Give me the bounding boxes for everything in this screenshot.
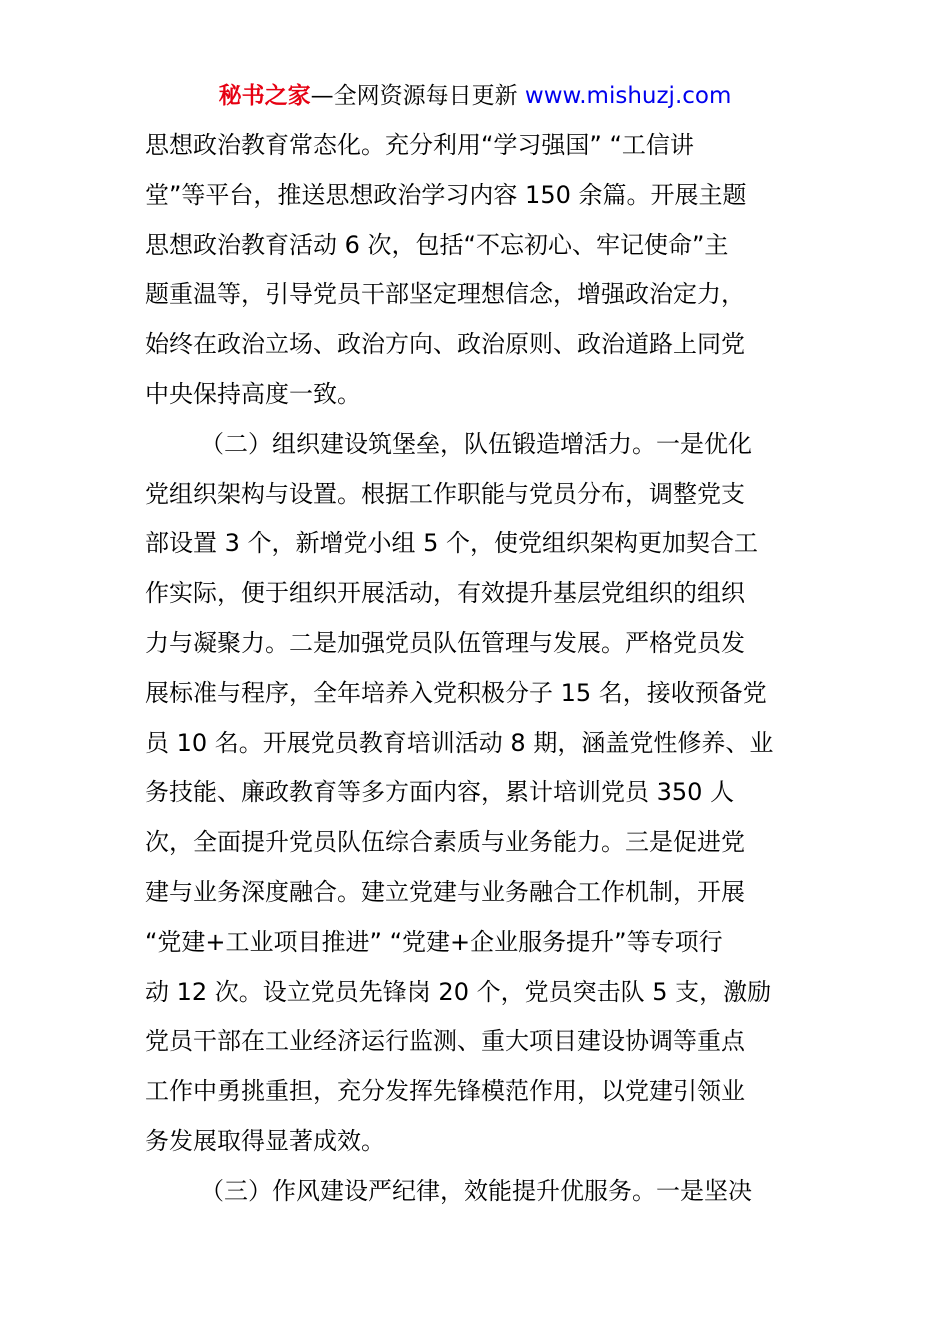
text-line: 员 10 名。开展党员教育培训活动 8 期，涵盖党性修养、业 [145,728,774,757]
site-url-link[interactable]: www.mishuzj.com [524,83,732,109]
text-line: 作实际，便于组织开展活动，有效提升基层党组织的组织 [145,579,745,608]
text-line: 党组织架构与设置。根据工作职能与党员分布，调整党支 [145,479,745,508]
text-line: 始终在政治立场、政治方向、政治原则、政治道路上同党 [145,330,745,359]
text-line: 思想政治教育常态化。充分利用“学习强国” “工信讲 [145,131,694,159]
site-header [0,80,950,112]
text-line: 力与凝聚力。二是加强党员队伍管理与发展。严格党员发 [145,628,745,657]
text-line: 次，全面提升党员队伍综合素质与业务能力。三是促进党 [145,828,745,857]
text-line: 务技能、廉政教育等多方面内容，累计培训党员 350 人 [145,778,735,807]
site-brand: 秘书之家 [218,83,311,109]
text-line: “党建+工业项目推进” “党建+企业服务提升”等专项行 [145,927,723,956]
text-line: 中央保持高度一致。 [145,379,361,408]
section-heading-line: （二）组织建设筑堡垒，队伍锻造增活力。一是优化 [200,429,752,458]
text-line: 建与业务深度融合。建立党建与业务融合工作机制，开展 [145,877,745,906]
section-heading-line: （三）作风建设严纪律，效能提升优服务。一是坚决 [200,1176,752,1205]
text-line: 部设置 3 个，新增党小组 5 个，使党组织架构更加契合工 [145,529,759,558]
text-line: 思想政治教育活动 6 次，包括“不忘初心、牢记使命”主 [145,230,729,259]
text-line: 题重温等，引导党员干部坚定理想信念，增强政治定力， [145,280,745,309]
text-line: 务发展取得显著成效。 [145,1126,385,1155]
site-tagline: —全网资源每日更新 [310,83,525,109]
document-body [145,121,825,1217]
text-line: 展标准与程序，全年培养入党积极分子 15 名，接收预备党 [145,678,767,707]
text-line: 工作中勇挑重担，充分发挥先锋模范作用，以党建引领业 [145,1077,745,1106]
text-line: 堂”等平台，推送思想政治学习内容 150 余篇。开展主题 [145,180,747,209]
text-line: 动 12 次。设立党员先锋岗 20 个，党员突击队 5 支，激励 [145,977,772,1006]
text-line: 党员干部在工业经济运行监测、重大项目建设协调等重点 [145,1027,745,1056]
